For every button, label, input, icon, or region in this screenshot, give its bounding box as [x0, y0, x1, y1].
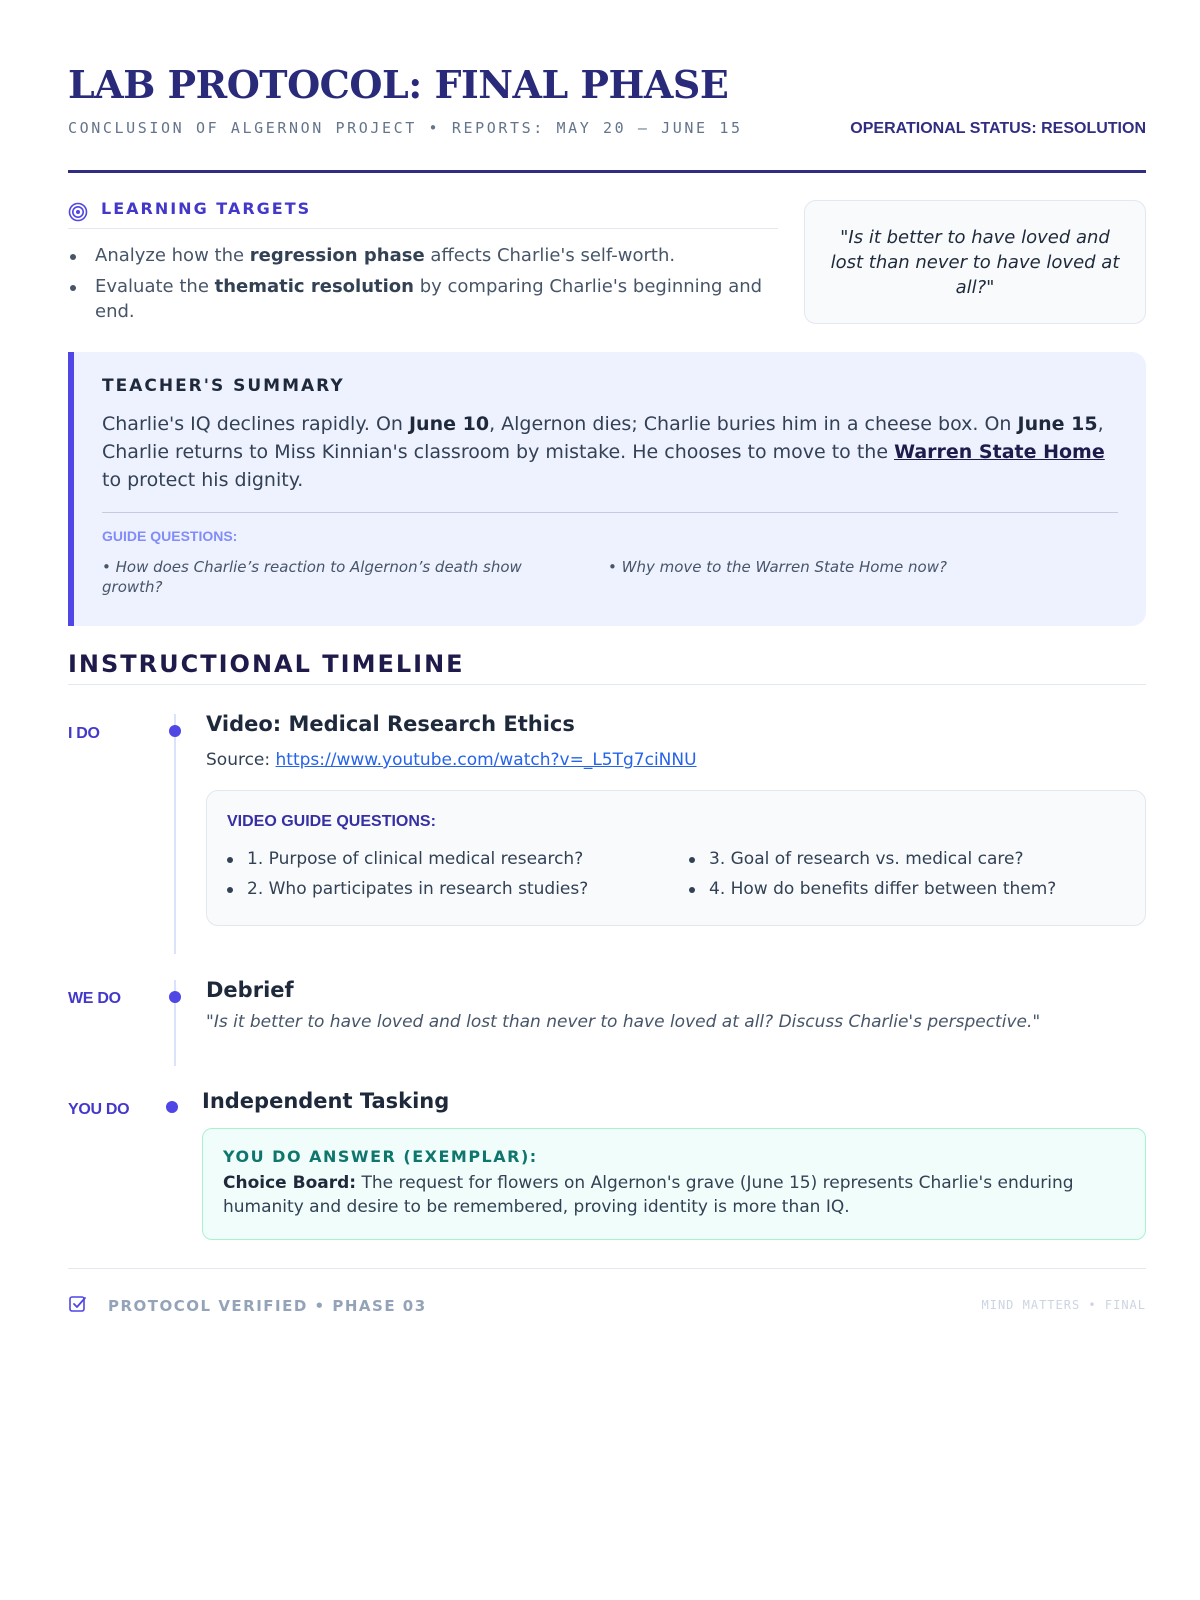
- footer-verification: PROTOCOL VERIFIED • PHASE 03: [108, 1297, 427, 1315]
- learning-targets-label: LEARNING TARGETS: [101, 199, 312, 218]
- debrief-prompt: "Is it better to have loved and lost than never to have loved at all? Discuss Charlie's perspective.": [206, 1012, 1041, 1032]
- guide-question: • Why move to the Warren State Home now?: [608, 558, 947, 576]
- phase-label-we-do: WE DO: [68, 990, 121, 1007]
- header-divider: [68, 170, 1146, 173]
- summary-text: Charlie's IQ declines rapidly. On June 10, Algernon dies; Charlie buries him in a cheese box. On June 15, Charlie returns to Miss Kinnian's classroom by mistake. He chooses to move to the Warren State Home to protect his dignity.: [102, 413, 1105, 491]
- target-icon: [68, 202, 88, 222]
- step-title-independent: Independent Tasking: [202, 1089, 450, 1113]
- learning-target-item: Evaluate the thematic resolution by comparing Charlie's beginning and end.: [68, 274, 778, 324]
- step-title-video: Video: Medical Research Ethics: [206, 712, 575, 736]
- timeline-dot: [169, 725, 181, 737]
- exemplar-text: Choice Board: The request for flowers on Algernon's grave (June 15) represents Charlie's enduring humanity and desire to be remembered, proving identity is more than IQ.: [223, 1173, 1074, 1217]
- operational-status: OPERATIONAL STATUS: RESOLUTION: [850, 120, 1146, 137]
- teachers-summary: [68, 352, 1146, 626]
- essential-question-text: "Is it better to have loved and lost than never to have loved at all?": [830, 226, 1120, 298]
- footer-divider: [68, 1268, 1146, 1269]
- timeline-connector: [174, 714, 176, 954]
- summary-label: TEACHER'S SUMMARY: [102, 376, 345, 396]
- footer-brand: MIND MATTERS • FINAL: [981, 1298, 1146, 1312]
- learning-target-item: Analyze how the regression phase affects Charlie's self-worth.: [68, 243, 778, 268]
- video-guide-question: 4. How do benefits differ between them?: [689, 879, 1056, 899]
- page-title: LAB PROTOCOL: FINAL PHASE: [68, 62, 729, 107]
- guide-questions-label: GUIDE QUESTIONS:: [102, 528, 238, 544]
- phase-label-i-do: I DO: [68, 725, 100, 742]
- timeline-dot: [169, 991, 181, 1003]
- learning-targets-list: [68, 243, 778, 330]
- essential-question-card: [804, 200, 1146, 324]
- page-subtitle: CONCLUSION OF ALGERNON PROJECT • REPORTS: MAY 20 – JUNE 15: [68, 119, 743, 137]
- guide-question: • How does Charlie’s reaction to Algernon’s death show growth?: [102, 558, 522, 596]
- timeline-dot: [166, 1101, 178, 1113]
- check-square-icon: [68, 1294, 88, 1314]
- video-source: Source: https://www.youtube.com/watch?v=_L5Tg7ciNNU: [206, 750, 697, 770]
- video-guide-question: 3. Goal of research vs. medical care?: [689, 849, 1024, 869]
- learning-targets-header: [68, 199, 778, 229]
- video-guide-questions-card: [206, 790, 1146, 926]
- timeline-title: INSTRUCTIONAL TIMELINE: [68, 650, 465, 678]
- step-title-debrief: Debrief: [206, 978, 294, 1002]
- summary-divider: [102, 512, 1118, 513]
- warren-state-home-link[interactable]: Warren State Home: [894, 441, 1105, 463]
- phase-label-you-do: YOU DO: [68, 1101, 130, 1118]
- timeline-divider: [68, 684, 1146, 685]
- video-guide-question: 2. Who participates in research studies?: [227, 879, 588, 899]
- video-guide-questions-label: VIDEO GUIDE QUESTIONS:: [227, 813, 436, 830]
- exemplar-answer-card: [202, 1128, 1146, 1240]
- video-guide-question: 1. Purpose of clinical medical research?: [227, 849, 583, 869]
- exemplar-label: YOU DO ANSWER (EXEMPLAR):: [223, 1147, 538, 1166]
- video-link[interactable]: https://www.youtube.com/watch?v=_L5Tg7ciNNU: [275, 750, 697, 770]
